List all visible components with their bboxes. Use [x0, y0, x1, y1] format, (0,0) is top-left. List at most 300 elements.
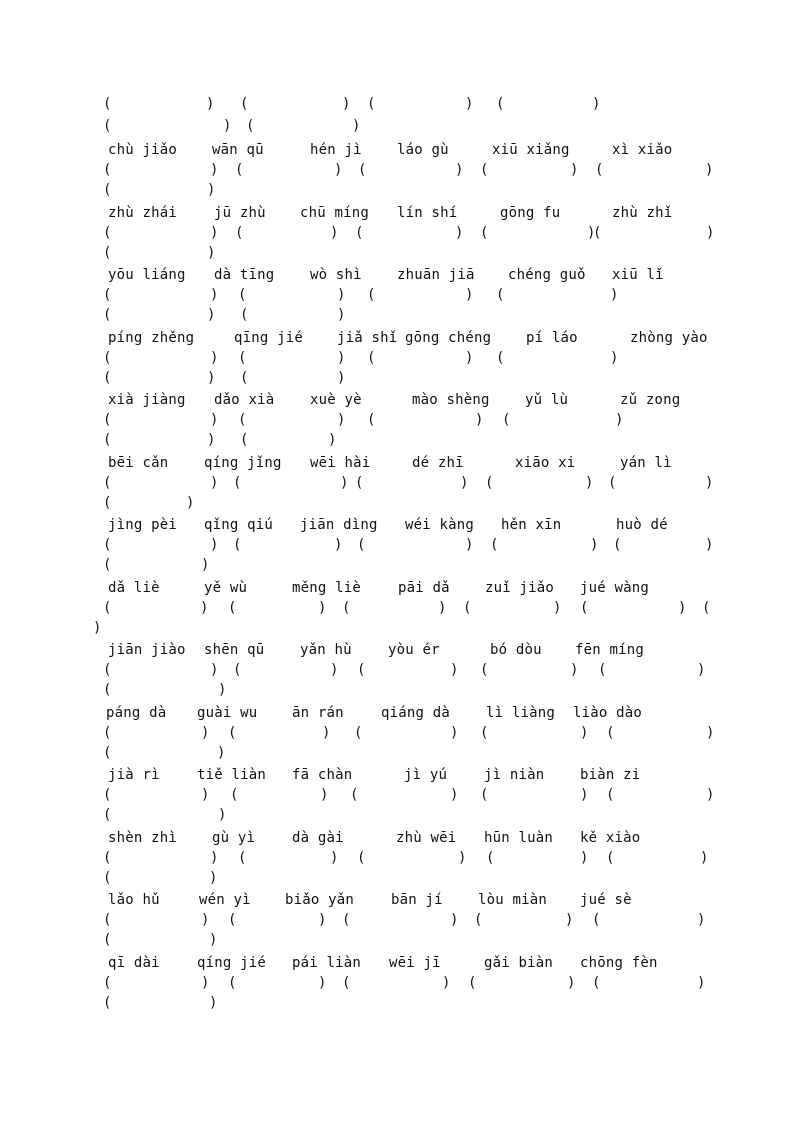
open-paren: ( [367, 412, 376, 428]
answer-row [0, 993, 794, 1013]
pinyin-word: xì xiǎo [612, 142, 673, 158]
open-paren: ( [103, 350, 112, 366]
open-paren: ( [357, 662, 366, 678]
pinyin-row [0, 140, 794, 160]
pinyin-word: lín shí [397, 205, 458, 221]
close-paren: ) [705, 475, 714, 491]
pinyin-word: tiě liàn [197, 767, 267, 783]
answer-row [0, 223, 794, 243]
close-paren: ) [210, 350, 219, 366]
close-paren: ) [210, 662, 219, 678]
close-paren: ) [334, 537, 343, 553]
pinyin-word: pāi dǎ [398, 580, 450, 596]
answer-row [0, 618, 794, 638]
answer-row [0, 285, 794, 305]
pinyin-row [0, 640, 794, 660]
pinyin-word: chū míng [300, 205, 370, 221]
open-paren: ( [342, 912, 351, 928]
pinyin-word: jì niàn [484, 767, 545, 783]
open-paren: ( [496, 287, 505, 303]
open-paren: ( [485, 475, 494, 491]
pinyin-word: yòu ér [388, 642, 440, 658]
open-paren: ( [103, 745, 112, 761]
open-paren: ( [490, 537, 499, 553]
open-paren: ( [235, 225, 244, 241]
close-paren: ) [207, 370, 216, 386]
pinyin-word: guài wu [197, 705, 258, 721]
close-paren: ) [207, 307, 216, 323]
answer-row [0, 180, 794, 200]
pinyin-word: dé zhī [412, 455, 464, 471]
pinyin-word: xiāo xi [515, 455, 576, 471]
pinyin-word: jiān jiào [108, 642, 186, 658]
open-paren: ( [103, 475, 112, 491]
open-paren: ( [367, 287, 376, 303]
open-paren: ( [103, 807, 112, 823]
close-paren: ) [567, 975, 576, 991]
close-paren: ) [450, 725, 459, 741]
answer-row [0, 243, 794, 263]
pinyin-word: jià rì [108, 767, 160, 783]
close-paren: ) [465, 537, 474, 553]
close-paren: ) [209, 995, 218, 1011]
close-paren: ) [587, 225, 596, 241]
open-paren: ( [103, 118, 112, 134]
pinyin-word: dǎ liè [108, 580, 160, 596]
pinyin-word: zhù zhǐ [612, 205, 673, 221]
pinyin-word: yǔ lù [525, 392, 569, 408]
pinyin-word: chù jiǎo [108, 142, 178, 158]
close-paren: ) [705, 162, 714, 178]
open-paren: ( [228, 600, 237, 616]
close-paren: ) [330, 225, 339, 241]
open-paren: ( [606, 725, 615, 741]
close-paren: ) [450, 662, 459, 678]
close-paren: ) [210, 412, 219, 428]
close-paren: ) [458, 850, 467, 866]
open-paren: ( [480, 787, 489, 803]
open-paren: ( [103, 662, 112, 678]
open-paren: ( [357, 850, 366, 866]
pinyin-row [0, 703, 794, 723]
close-paren: ) [450, 912, 459, 928]
open-paren: ( [103, 162, 112, 178]
pinyin-word: yě wù [204, 580, 248, 596]
pinyin-row [0, 328, 794, 348]
close-paren: ) [438, 600, 447, 616]
close-paren: ) [210, 287, 219, 303]
close-paren: ) [201, 725, 210, 741]
close-paren: ) [705, 537, 714, 553]
open-paren: ( [103, 725, 112, 741]
open-paren: ( [592, 975, 601, 991]
pinyin-word: wēi jī [389, 955, 441, 971]
answer-row [0, 348, 794, 368]
close-paren: ) [342, 96, 351, 112]
close-paren: ) [442, 975, 451, 991]
open-paren: ( [240, 307, 249, 323]
close-paren: ) [565, 912, 574, 928]
answer-row [0, 868, 794, 888]
close-paren: ) [570, 662, 579, 678]
open-paren: ( [103, 370, 112, 386]
open-paren: ( [228, 912, 237, 928]
close-paren: ) [592, 96, 601, 112]
pinyin-word: gōng fu [500, 205, 561, 221]
close-paren: ) [209, 932, 218, 948]
answer-row [0, 160, 794, 180]
close-paren: ) [580, 850, 589, 866]
answer-row [0, 785, 794, 805]
pinyin-word: zǔ zong [620, 392, 681, 408]
close-paren: ) [697, 912, 706, 928]
open-paren: ( [228, 725, 237, 741]
pinyin-row [0, 265, 794, 285]
pinyin-word: biǎo yǎn [285, 892, 355, 908]
open-paren: ( [355, 475, 364, 491]
pinyin-row [0, 390, 794, 410]
open-paren: ( [606, 850, 615, 866]
pinyin-word: qíng jié [197, 955, 267, 971]
answer-row [0, 493, 794, 513]
pinyin-word: qī dài [108, 955, 160, 971]
open-paren: ( [103, 287, 112, 303]
open-paren: ( [480, 662, 489, 678]
answer-row [0, 598, 794, 618]
pinyin-word: ān rán [292, 705, 344, 721]
close-paren: ) [201, 975, 210, 991]
pinyin-word: shèn zhì [108, 830, 178, 846]
pinyin-word: bēi cǎn [108, 455, 169, 471]
pinyin-word: wēi hài [310, 455, 371, 471]
close-paren: ) [201, 787, 210, 803]
close-paren: ) [455, 162, 464, 178]
close-paren: ) [465, 350, 474, 366]
pinyin-word: jū zhù [214, 205, 266, 221]
pinyin-word: hén jì [310, 142, 362, 158]
open-paren: ( [103, 96, 112, 112]
open-paren: ( [230, 787, 239, 803]
pinyin-word: zuǐ jiǎo [485, 580, 555, 596]
open-paren: ( [103, 787, 112, 803]
close-paren: ) [590, 537, 599, 553]
pinyin-word: hěn xīn [501, 517, 562, 533]
open-paren: ( [342, 975, 351, 991]
open-paren: ( [246, 118, 255, 134]
close-paren: ) [322, 725, 331, 741]
pinyin-word: jué wàng [580, 580, 650, 596]
answer-row [0, 410, 794, 430]
open-paren: ( [233, 662, 242, 678]
open-paren: ( [580, 600, 589, 616]
pinyin-word: lì liàng [486, 705, 556, 721]
open-paren: ( [480, 225, 489, 241]
pinyin-row [0, 953, 794, 973]
pinyin-row [0, 765, 794, 785]
close-paren: ) [340, 475, 349, 491]
close-paren: ) [706, 225, 715, 241]
open-paren: ( [357, 537, 366, 553]
close-paren: ) [201, 557, 210, 573]
open-paren: ( [354, 725, 363, 741]
pinyin-word: zhù zhái [108, 205, 178, 221]
pinyin-word: hūn luàn [484, 830, 554, 846]
open-paren: ( [103, 412, 112, 428]
close-paren: ) [201, 912, 210, 928]
pinyin-word: xiū lǐ [612, 267, 664, 283]
answer-row [0, 430, 794, 450]
open-paren: ( [103, 537, 112, 553]
pinyin-word: shēn qū [204, 642, 265, 658]
pinyin-word: zhòng yào [630, 330, 708, 346]
answer-row [0, 555, 794, 575]
answer-row [0, 94, 794, 114]
open-paren: ( [240, 370, 249, 386]
pinyin-row [0, 515, 794, 535]
close-paren: ) [207, 245, 216, 261]
pinyin-row [0, 578, 794, 598]
open-paren: ( [355, 225, 364, 241]
close-paren: ) [678, 600, 687, 616]
close-paren: ) [207, 432, 216, 448]
close-paren: ) [330, 850, 339, 866]
close-paren: ) [553, 600, 562, 616]
close-paren: ) [475, 412, 484, 428]
pinyin-word: jì yú [404, 767, 448, 783]
open-paren: ( [103, 995, 112, 1011]
open-paren: ( [595, 162, 604, 178]
pinyin-word: bān jí [391, 892, 443, 908]
pinyin-word: jué sè [580, 892, 632, 908]
pinyin-word: chéng guǒ [508, 267, 586, 283]
close-paren: ) [209, 870, 218, 886]
close-paren: ) [337, 307, 346, 323]
close-paren: ) [700, 850, 709, 866]
close-paren: ) [210, 225, 219, 241]
pinyin-word: jiǎ shǐ [337, 330, 398, 346]
close-paren: ) [210, 537, 219, 553]
pinyin-word: pái liàn [292, 955, 362, 971]
close-paren: ) [207, 182, 216, 198]
pinyin-word: kě xiào [580, 830, 641, 846]
close-paren: ) [210, 850, 219, 866]
pinyin-word: qiáng dà [381, 705, 451, 721]
pinyin-word: qīng jié [234, 330, 304, 346]
answer-row [0, 848, 794, 868]
open-paren: ( [350, 787, 359, 803]
open-paren: ( [238, 350, 247, 366]
close-paren: ) [465, 96, 474, 112]
close-paren: ) [330, 662, 339, 678]
close-paren: ) [450, 787, 459, 803]
close-paren: ) [610, 287, 619, 303]
pinyin-word: bó dòu [490, 642, 542, 658]
open-paren: ( [486, 850, 495, 866]
close-paren: ) [337, 370, 346, 386]
close-paren: ) [186, 495, 195, 511]
close-paren: ) [318, 975, 327, 991]
answer-row [0, 368, 794, 388]
pinyin-word: chōng fèn [580, 955, 658, 971]
close-paren: ) [218, 807, 227, 823]
open-paren: ( [103, 682, 112, 698]
pinyin-word: wén yì [199, 892, 251, 908]
open-paren: ( [103, 307, 112, 323]
open-paren: ( [342, 600, 351, 616]
pinyin-word: yǎn hù [300, 642, 352, 658]
open-paren: ( [103, 557, 112, 573]
pinyin-word: wò shì [310, 267, 362, 283]
open-paren: ( [468, 975, 477, 991]
open-paren: ( [103, 432, 112, 448]
pinyin-word: gù yì [212, 830, 256, 846]
close-paren: ) [580, 787, 589, 803]
close-paren: ) [337, 287, 346, 303]
close-paren: ) [585, 475, 594, 491]
open-paren: ( [240, 432, 249, 448]
open-paren: ( [480, 725, 489, 741]
pinyin-word: láo gù [397, 142, 449, 158]
pinyin-word: páng dà [106, 705, 167, 721]
open-paren: ( [367, 96, 376, 112]
close-paren: ) [610, 350, 619, 366]
open-paren: ( [103, 850, 112, 866]
pinyin-word: qǐng qiú [204, 517, 274, 533]
pinyin-word: biàn zi [580, 767, 641, 783]
close-paren: ) [210, 162, 219, 178]
open-paren: ( [593, 225, 602, 241]
answer-row [0, 473, 794, 493]
pinyin-word: gōng chéng [405, 330, 492, 346]
open-paren: ( [233, 475, 242, 491]
open-paren: ( [358, 162, 367, 178]
answer-row [0, 305, 794, 325]
close-paren: ) [206, 96, 215, 112]
pinyin-word: gǎi biàn [484, 955, 554, 971]
open-paren: ( [502, 412, 511, 428]
open-paren: ( [238, 850, 247, 866]
close-paren: ) [217, 745, 226, 761]
open-paren: ( [474, 912, 483, 928]
pinyin-word: xiū xiǎng [492, 142, 570, 158]
pinyin-word: měng liè [292, 580, 362, 596]
open-paren: ( [480, 162, 489, 178]
close-paren: ) [697, 975, 706, 991]
pinyin-word: dà tīng [214, 267, 275, 283]
open-paren: ( [608, 475, 617, 491]
close-paren: ) [320, 787, 329, 803]
close-paren: ) [615, 412, 624, 428]
answer-row [0, 723, 794, 743]
pinyin-word: mào shèng [412, 392, 490, 408]
pinyin-word: xià jiàng [108, 392, 186, 408]
answer-row [0, 116, 794, 136]
answer-row [0, 680, 794, 700]
pinyin-row [0, 828, 794, 848]
open-paren: ( [103, 932, 112, 948]
pinyin-word: jiān dìng [300, 517, 378, 533]
pinyin-word: yán lì [620, 455, 672, 471]
answer-row [0, 743, 794, 763]
close-paren: ) [334, 162, 343, 178]
pinyin-word: qíng jǐng [204, 455, 282, 471]
pinyin-word: dà gài [292, 830, 344, 846]
open-paren: ( [103, 225, 112, 241]
open-paren: ( [613, 537, 622, 553]
close-paren: ) [337, 412, 346, 428]
open-paren: ( [235, 162, 244, 178]
close-paren: ) [93, 620, 102, 636]
pinyin-word: lǎo hǔ [108, 892, 160, 908]
close-paren: ) [697, 662, 706, 678]
pinyin-word: wān qū [212, 142, 264, 158]
pinyin-word: xuè yè [310, 392, 362, 408]
close-paren: ) [328, 432, 337, 448]
open-paren: ( [463, 600, 472, 616]
pinyin-word: fā chàn [292, 767, 353, 783]
open-paren: ( [238, 287, 247, 303]
close-paren: ) [223, 118, 232, 134]
open-paren: ( [240, 96, 249, 112]
answer-row [0, 660, 794, 680]
close-paren: ) [706, 725, 715, 741]
open-paren: ( [103, 912, 112, 928]
answer-row [0, 930, 794, 950]
pinyin-row [0, 453, 794, 473]
close-paren: ) [218, 682, 227, 698]
close-paren: ) [580, 725, 589, 741]
open-paren: ( [592, 912, 601, 928]
pinyin-word: pí láo [526, 330, 578, 346]
open-paren: ( [367, 350, 376, 366]
answer-row [0, 973, 794, 993]
close-paren: ) [337, 350, 346, 366]
open-paren: ( [103, 245, 112, 261]
pinyin-word: huò dé [616, 517, 668, 533]
pinyin-word: píng zhěng [108, 330, 195, 346]
open-paren: ( [233, 537, 242, 553]
open-paren: ( [702, 600, 711, 616]
close-paren: ) [318, 600, 327, 616]
close-paren: ) [706, 787, 715, 803]
answer-row [0, 910, 794, 930]
close-paren: ) [455, 225, 464, 241]
pinyin-word: yōu liáng [108, 267, 186, 283]
pinyin-row [0, 203, 794, 223]
pinyin-word: zhù wēi [396, 830, 457, 846]
open-paren: ( [496, 96, 505, 112]
pinyin-word: zhuān jiā [397, 267, 475, 283]
pinyin-word: wéi kàng [405, 517, 475, 533]
pinyin-word: jìng pèi [108, 517, 178, 533]
close-paren: ) [200, 600, 209, 616]
close-paren: ) [460, 475, 469, 491]
close-paren: ) [570, 162, 579, 178]
open-paren: ( [228, 975, 237, 991]
open-paren: ( [598, 662, 607, 678]
answer-row [0, 535, 794, 555]
pinyin-word: liào dào [573, 705, 643, 721]
answer-row [0, 805, 794, 825]
open-paren: ( [103, 870, 112, 886]
pinyin-word: fēn míng [575, 642, 645, 658]
pinyin-word: dǎo xià [214, 392, 275, 408]
close-paren: ) [210, 475, 219, 491]
open-paren: ( [103, 182, 112, 198]
open-paren: ( [103, 975, 112, 991]
open-paren: ( [496, 350, 505, 366]
pinyin-row [0, 890, 794, 910]
